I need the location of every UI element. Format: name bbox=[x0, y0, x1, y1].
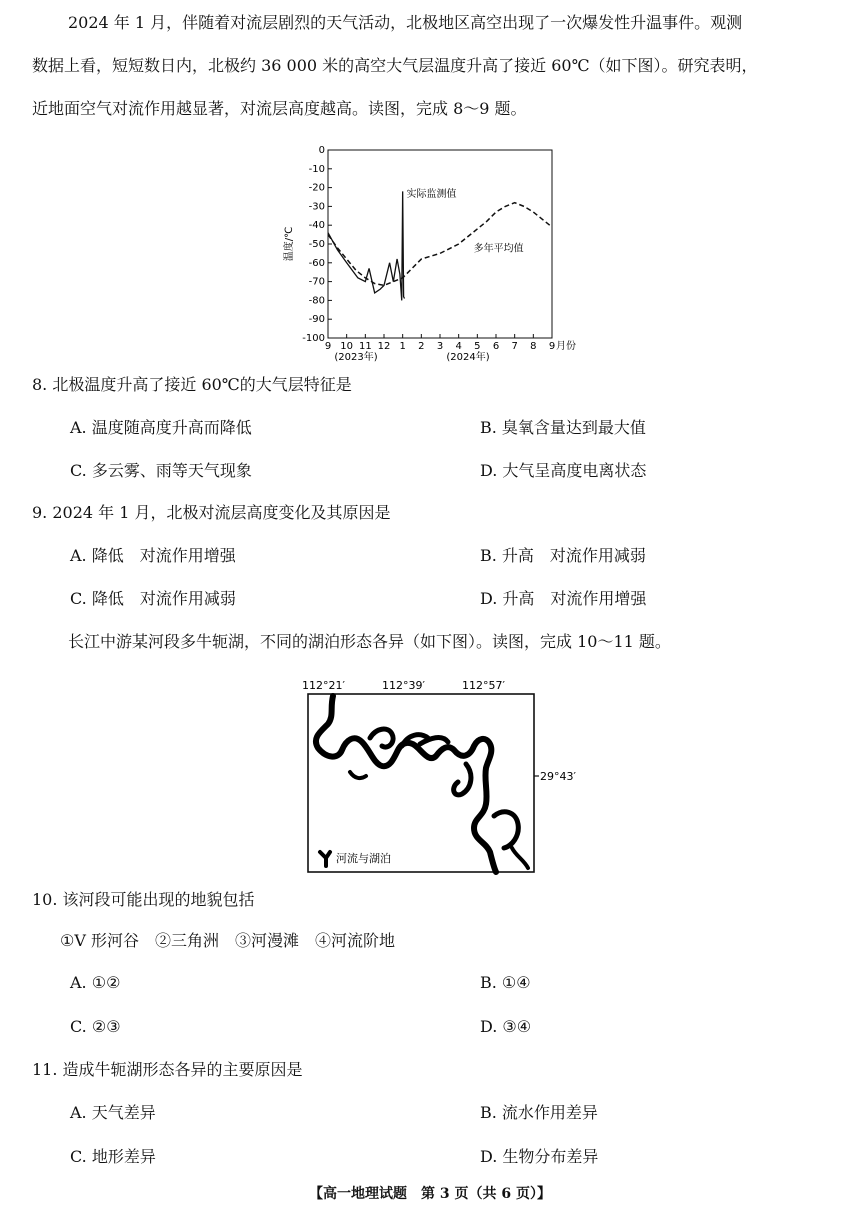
q8-option-a[interactable]: A. 温度随高度升高而降低 bbox=[70, 418, 252, 437]
x-tick-label: 12 bbox=[377, 341, 391, 352]
q11-stem: 11. 造成牛轭湖形态各异的主要原因是 bbox=[32, 1060, 303, 1079]
q8-option-d[interactable]: D. 大气呈高度电离状态 bbox=[480, 461, 647, 480]
q11-option-d[interactable]: D. 生物分布差异 bbox=[480, 1147, 599, 1166]
y-tick-label: -80 bbox=[308, 295, 325, 307]
x-tick-label: 1 bbox=[399, 341, 406, 352]
q10-items: ①V 形河谷 ②三角洲 ③河漫滩 ④河流阶地 bbox=[60, 931, 395, 950]
q9-option-b[interactable]: B. 升高 对流作用减弱 bbox=[480, 546, 646, 565]
q9-option-a[interactable]: A. 降低 对流作用增强 bbox=[70, 546, 236, 565]
q9-option-d[interactable]: D. 升高 对流作用增强 bbox=[480, 589, 647, 608]
q8-option-c[interactable]: C. 多云雾、雨等天气现象 bbox=[70, 461, 252, 480]
river-map bbox=[290, 676, 590, 876]
map-lat: 29°43′ bbox=[540, 770, 576, 783]
y-tick-label: -100 bbox=[302, 333, 325, 344]
intro-line-3: 近地面空气对流作用越显著，对流层高度越高。读图，完成 8～9 题。 bbox=[32, 99, 527, 118]
y-tick-label: -50 bbox=[308, 239, 325, 250]
intro2: 长江中游某河段多牛轭湖，不同的湖泊形态各异（如下图）。读图，完成 10～11 题。 bbox=[68, 632, 671, 651]
y-axis-label: 温度/℃ bbox=[284, 226, 295, 262]
x-tick-label: 6 bbox=[492, 341, 500, 352]
y-tick-label: -90 bbox=[308, 314, 325, 326]
page-footer: 【高一地理试题 第 3 页（共 6 页）】 bbox=[309, 1186, 551, 1202]
q11-option-a[interactable]: A. 天气差异 bbox=[70, 1103, 156, 1122]
q9-option-c[interactable]: C. 降低 对流作用减弱 bbox=[70, 589, 236, 608]
q10-stem: 10. 该河段可能出现的地貌包括 bbox=[32, 890, 255, 909]
x-tick-label: 9 bbox=[548, 341, 556, 352]
x-tick-label: 4 bbox=[455, 341, 462, 352]
q10-option-d[interactable]: D. ③④ bbox=[480, 1017, 532, 1036]
q11-option-c[interactable]: C. 地形差异 bbox=[70, 1147, 156, 1166]
q9-stem: 9. 2024 年 1 月，北极对流层高度变化及其原因是 bbox=[32, 503, 391, 522]
map-lon-2: 112°39′ bbox=[382, 679, 425, 692]
x-axis-label: 月份 bbox=[556, 341, 576, 352]
year-label-2024: (2024年) bbox=[446, 352, 490, 363]
year-label-2023: (2023年) bbox=[334, 352, 378, 363]
map-lon-3: 112°57′ bbox=[462, 679, 505, 692]
y-tick-label: -60 bbox=[308, 257, 325, 269]
x-tick-label: 8 bbox=[530, 341, 537, 352]
y-tick-label: -40 bbox=[308, 220, 325, 232]
y-tick-label: -20 bbox=[308, 182, 325, 194]
river-and-lakes bbox=[316, 696, 528, 872]
intro-line-2: 数据上看，短短数日内，北极约 36 000 米的高空大气层温度升高了接近 60℃（如下图）。研究表明， bbox=[32, 56, 758, 75]
q8-stem: 8. 北极温度升高了接近 60℃的大气层特征是 bbox=[32, 375, 352, 394]
map-legend-label: 河流与湖泊 bbox=[336, 852, 391, 865]
annotation-average: 多年平均值 bbox=[473, 243, 524, 255]
x-tick-label: 2 bbox=[418, 341, 425, 352]
annotation-actual: 实际监测值 bbox=[406, 189, 457, 200]
y-tick-label: 0 bbox=[318, 145, 325, 156]
legend-river-icon bbox=[320, 852, 330, 866]
q10-option-c[interactable]: C. ②③ bbox=[70, 1017, 121, 1036]
y-tick-label: -30 bbox=[308, 201, 325, 213]
x-tick-label: 7 bbox=[511, 341, 518, 352]
q10-option-a[interactable]: A. ①② bbox=[70, 973, 121, 992]
intro-line-1: 2024 年 1 月，伴随着对流层剧烈的天气活动，北极地区高空出现了一次爆发性升温事件。观测 bbox=[68, 13, 743, 32]
temperature-chart bbox=[280, 140, 600, 370]
y-tick-label: -10 bbox=[308, 163, 325, 175]
x-tick-label: 3 bbox=[436, 341, 444, 352]
q10-option-b[interactable]: B. ①④ bbox=[480, 973, 531, 992]
map-frame bbox=[308, 694, 534, 872]
x-tick-label: 5 bbox=[474, 341, 481, 352]
x-tick-label: 11 bbox=[358, 341, 372, 352]
q8-option-b[interactable]: B. 臭氧含量达到最大值 bbox=[480, 418, 646, 437]
y-tick-label: -70 bbox=[308, 276, 325, 288]
map-lon-1: 112°21′ bbox=[302, 679, 345, 692]
series-actual-line bbox=[328, 191, 405, 300]
q11-option-b[interactable]: B. 流水作用差异 bbox=[480, 1103, 598, 1122]
x-tick-label: 9 bbox=[324, 341, 332, 352]
x-tick-label: 10 bbox=[340, 341, 354, 352]
